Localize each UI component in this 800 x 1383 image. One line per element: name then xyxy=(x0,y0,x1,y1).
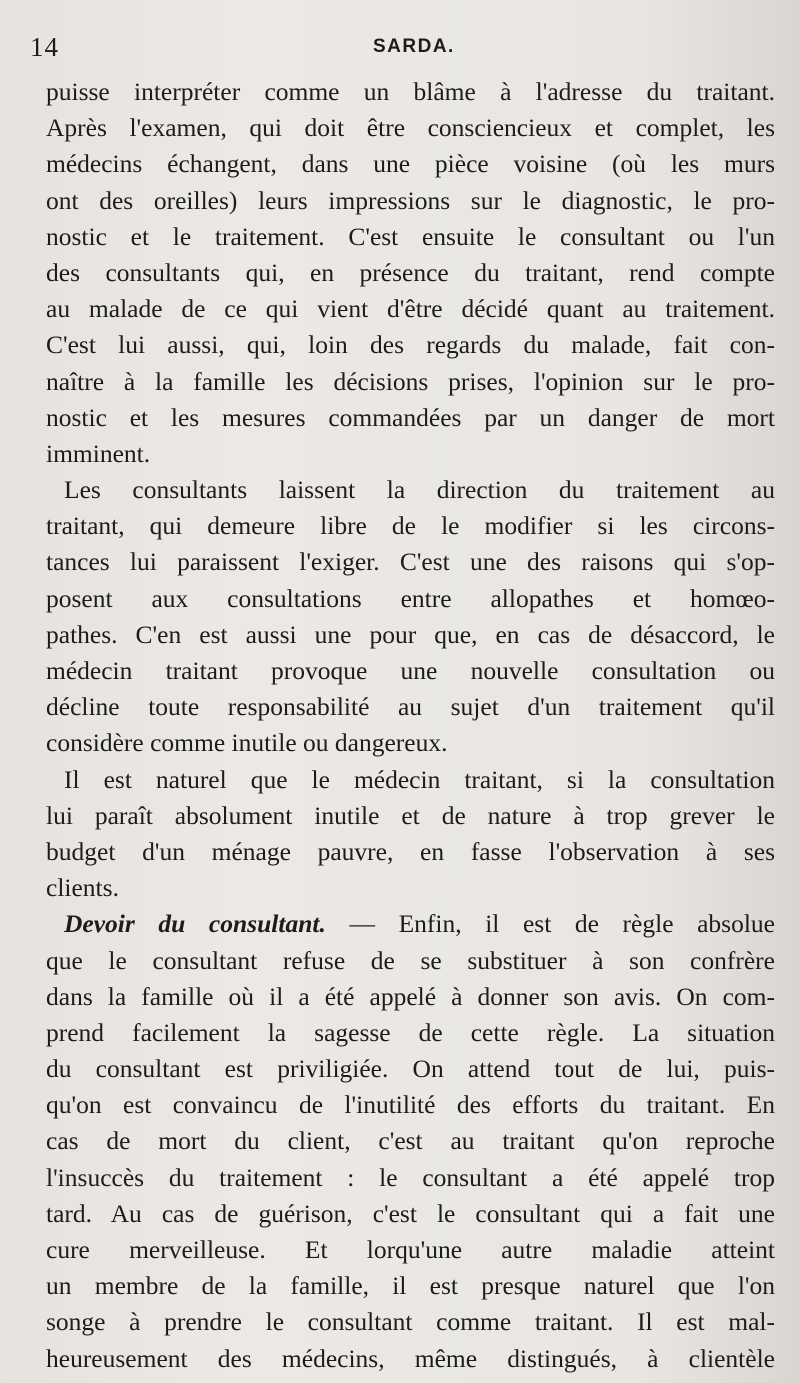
text-line: budget d'un ménage pauvre, en fasse l'observation à ses xyxy=(46,836,775,866)
text-line: lui paraît absolument inutile et de nature à trop grever le xyxy=(46,800,775,830)
text-line: nostic et le traitement. C'est ensuite le consultant ou l'un xyxy=(46,221,775,251)
text-line: heureusement des médecins, même distingués, à clientèle xyxy=(46,1343,775,1373)
text-line: prend facilement la sagesse de cette règle. La situation xyxy=(46,1017,775,1047)
text-line: C'est lui aussi, qui, loin des regards du malade, fait con- xyxy=(46,330,775,360)
running-head: SARDA. xyxy=(373,36,455,57)
text-line: que le consultant refuse de se substituer à son confrère xyxy=(46,945,775,975)
text-line: médecins échangent, dans une pièce voisine (où les murs xyxy=(46,149,775,179)
text-line: imminent. xyxy=(46,438,151,468)
text-span: — Enfin, il est de règle absolue xyxy=(349,909,775,939)
text-line: ont des oreilles) leurs impressions sur le diagnostic, le pro- xyxy=(46,185,775,215)
body-text xyxy=(30,74,775,1377)
text-line: l'insuccès du traitement : le consultant a été appelé trop xyxy=(46,1162,775,1192)
text-line: tances lui paraissent l'exiger. C'est une des raisons qui s'op- xyxy=(46,547,775,577)
text-line: du consultant est priviligiée. On attend tout de lui, puis- xyxy=(46,1054,775,1084)
text-line: décline toute responsabilité au sujet d'un traitement qu'il xyxy=(46,692,775,722)
text-line: dans la famille où il a été appelé à donner son avis. On com- xyxy=(46,981,775,1011)
text-line: cure merveilleuse. Et lorqu'une autre maladie atteint xyxy=(46,1235,775,1264)
section-subhead: Devoir du consultant. xyxy=(64,909,326,939)
text-line: qu'on est convaincu de l'inutilité des efforts du traitant. En xyxy=(46,1090,775,1120)
text-line: posent aux consultations entre allopathes et homœo- xyxy=(46,583,775,613)
paragraph-start: Il est naturel que le médecin traitant, si la consultation xyxy=(64,764,775,794)
text-line: traitant, qui demeure libre de le modifier si les circons- xyxy=(46,511,775,541)
text-line: songe à prendre le consultant comme traitant. Il est mal- xyxy=(46,1307,775,1337)
text-line: naître à la famille les décisions prises, l'opinion sur le pro- xyxy=(46,366,775,396)
text-line: médecin traitant provoque une nouvelle consultation ou xyxy=(46,656,775,685)
text-line: pathes. C'en est aussi une pour que, en cas de désaccord, le xyxy=(46,619,775,649)
text-line: au malade de ce qui vient d'être décidé quant au traitement. xyxy=(46,294,775,324)
text-line: tard. Au cas de guérison, c'est le consultant qui a fait une xyxy=(46,1198,775,1228)
text-line: des consultants qui, en présence du traitant, rend compte xyxy=(46,257,775,287)
text-line: considère comme inutile ou dangereux. xyxy=(46,728,448,758)
paragraph-start xyxy=(30,906,775,942)
text-line: clients. xyxy=(46,873,119,903)
page-header xyxy=(30,32,775,72)
text-line: cas de mort du client, c'est au traitant qu'on reproche xyxy=(46,1126,775,1156)
paragraph-start: Les consultants laissent la direction du traitement au xyxy=(64,475,775,505)
text-line: puisse interpréter comme un blâme à l'adresse du traitant. xyxy=(46,77,775,106)
text-line: Après l'examen, qui doit être consciencieux et complet, les xyxy=(46,113,775,143)
text-line: un membre de la famille, il est presque naturel que l'on xyxy=(46,1271,775,1301)
text-line: nostic et les mesures commandées par un danger de mort xyxy=(46,402,775,432)
page-number: 14 xyxy=(30,32,59,62)
